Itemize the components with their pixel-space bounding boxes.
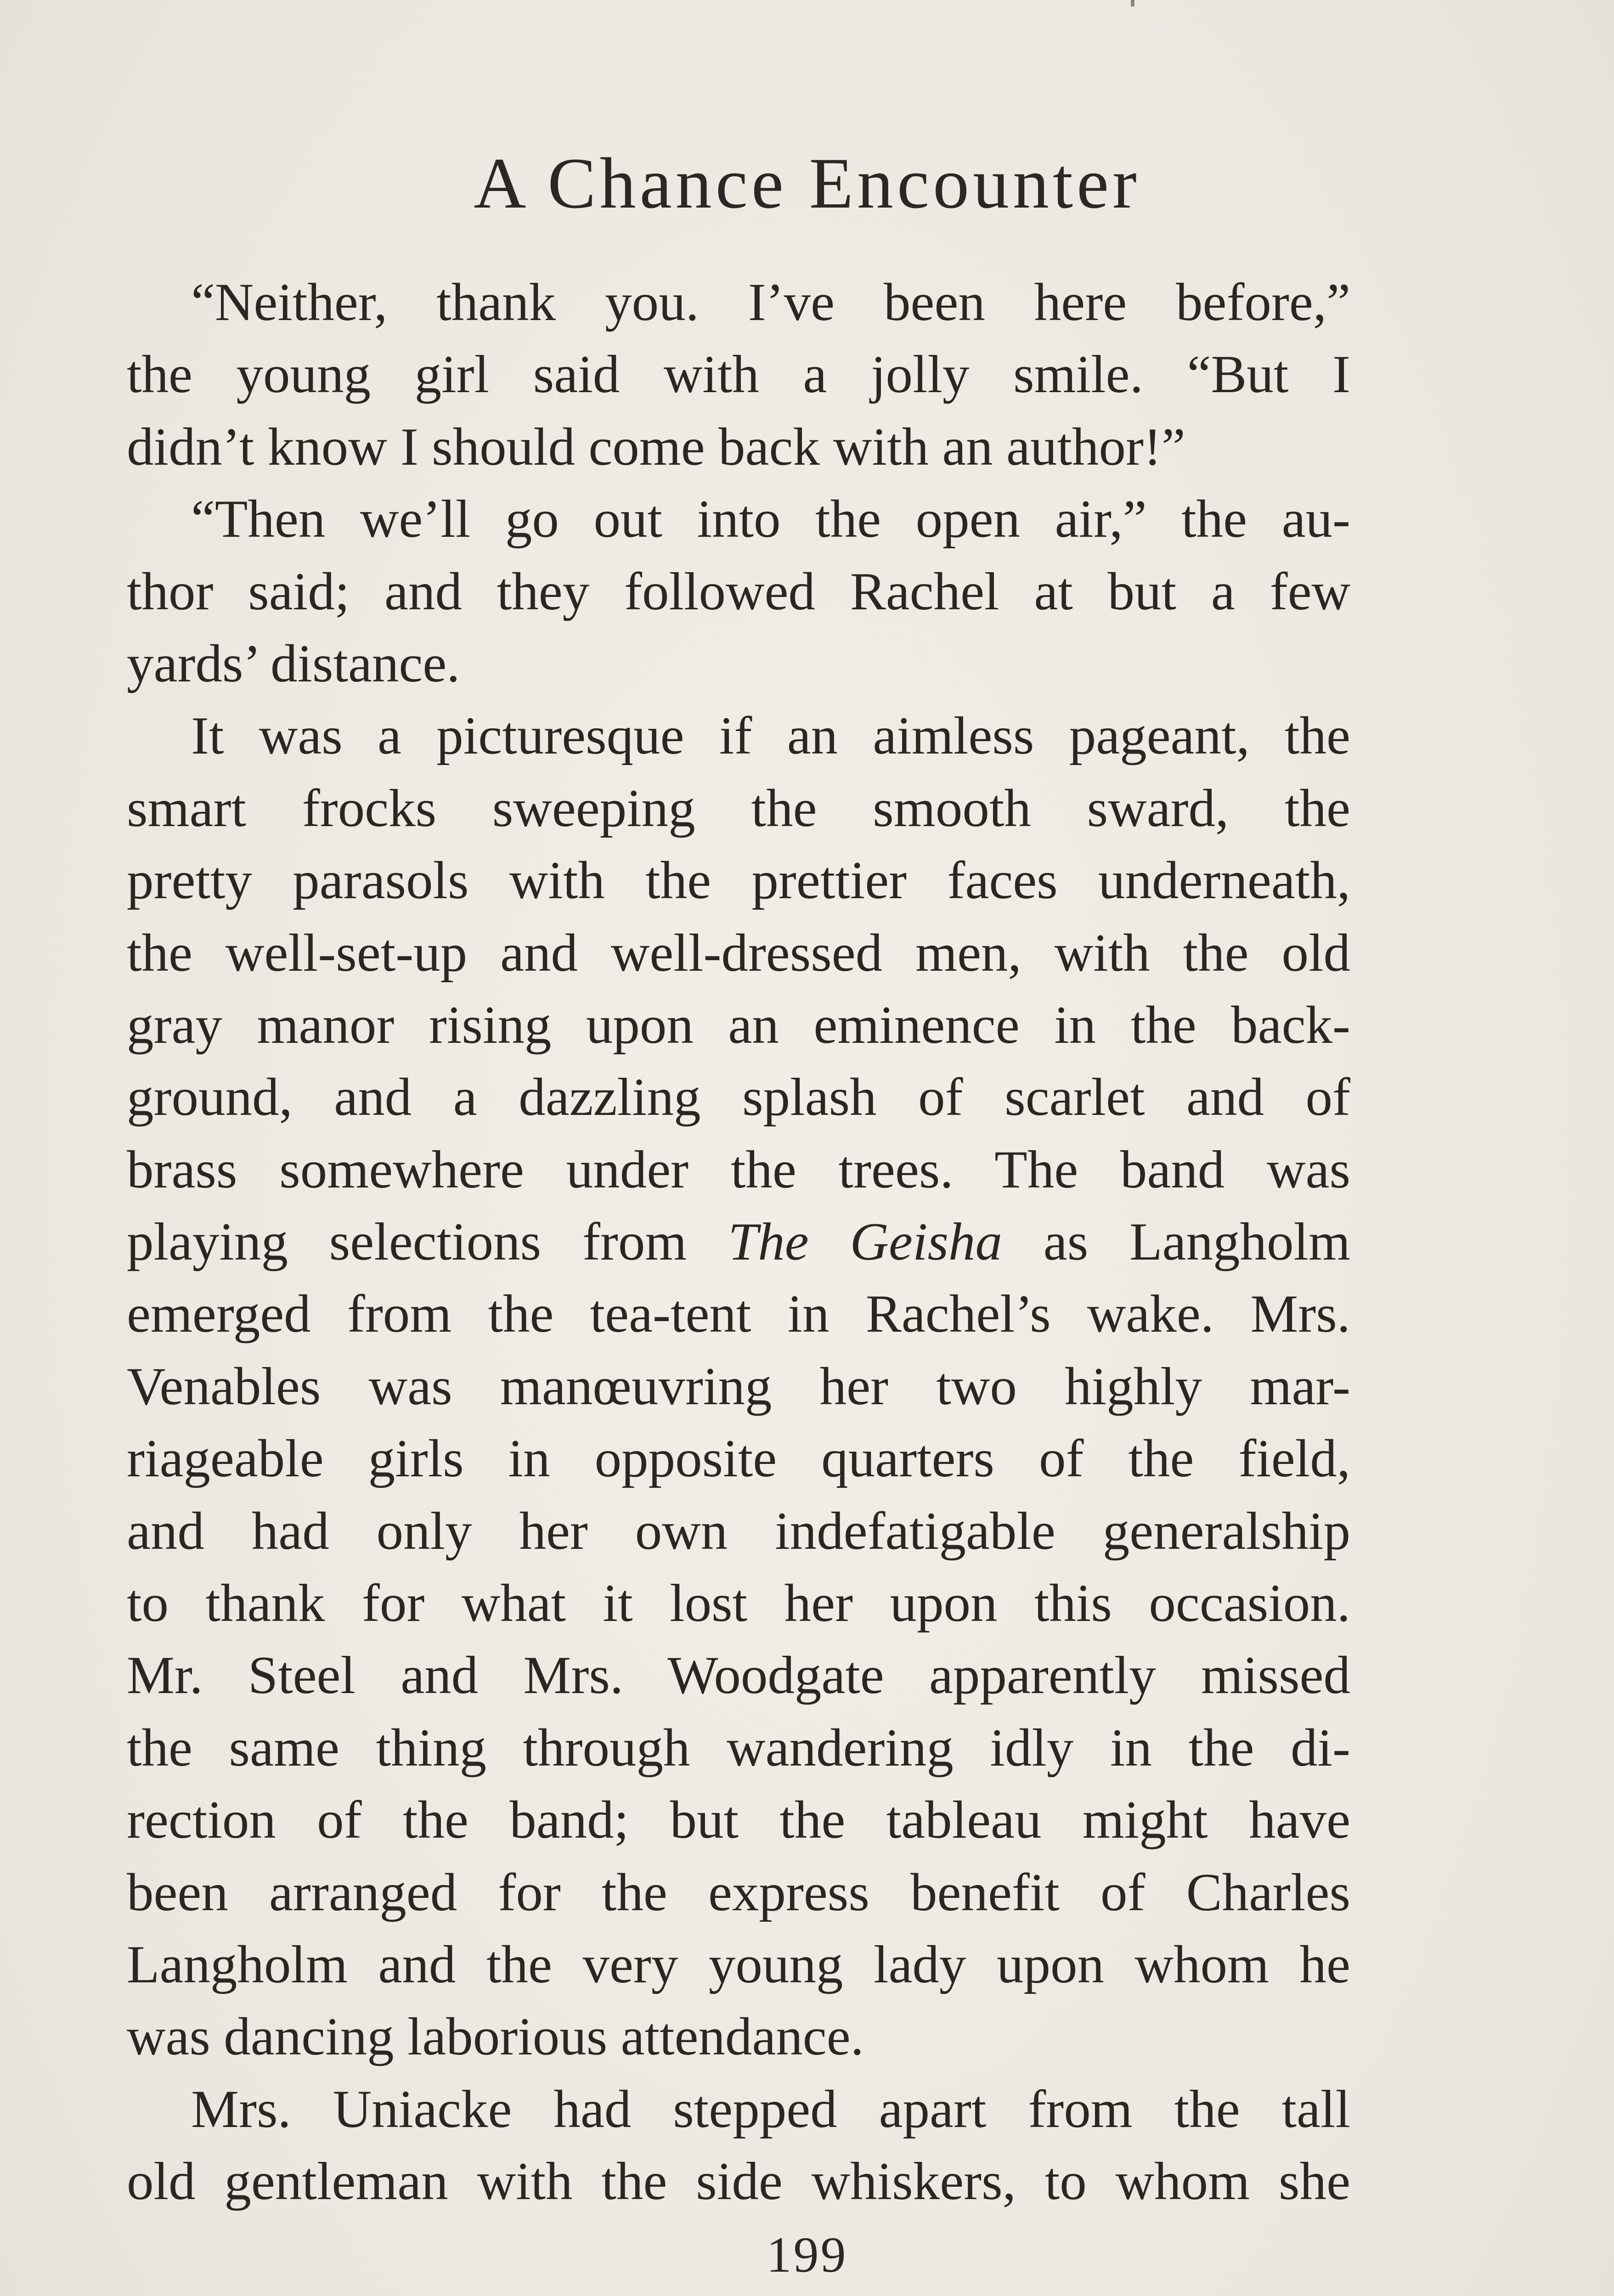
text-segment: as Langholm [1002, 1212, 1350, 1272]
text-segment: playing selections from [127, 1212, 728, 1272]
text-line: Langholm and the very young lady upon whom he [127, 1935, 1350, 1994]
text-line [127, 1206, 1350, 1278]
running-head: A Chance Encounter [474, 143, 1140, 224]
text-line: “Neither, thank you. I’ve been here before,” [191, 273, 1350, 332]
text-line: pretty parasols with the prettier faces underneath, [127, 851, 1350, 911]
page-number: 199 [766, 2227, 848, 2283]
text-line: didn’t know I should come back with an author!” [127, 417, 1185, 477]
text-line: ground, and a dazzling splash of scarlet and of [127, 1068, 1350, 1127]
text-line: was dancing laborious attendance. [127, 2007, 864, 2067]
text-line: Venables was manœuvring her two highly mar- [127, 1356, 1350, 1416]
text-line: thor said; and they followed Rachel at but a few [127, 562, 1350, 621]
text-line: old gentleman with the side whiskers, to whom she [127, 2152, 1350, 2212]
text-line: been arranged for the express benefit of Charles [127, 1863, 1350, 1922]
text-line: brass somewhere under the trees. The band was [127, 1140, 1350, 1199]
text-line: smart frocks sweeping the smooth sward, the [127, 778, 1350, 838]
text-line: It was a picturesque if an aimless pageant, the [191, 706, 1350, 766]
text-line: Mrs. Uniacke had stepped apart from the tall [191, 2079, 1350, 2139]
text-line: to thank for what it lost her upon this occasion. [127, 1574, 1350, 1633]
body-text [127, 266, 1350, 2218]
text-line: Mr. Steel and Mrs. Woodgate apparently missed [127, 1646, 1350, 1705]
text-line: riageable girls in opposite quarters of the field, [127, 1429, 1350, 1489]
text-line: the well-set-up and well-dressed men, with the old [127, 923, 1350, 983]
text-line: gray manor rising upon an eminence in the back- [127, 995, 1350, 1055]
text-line: “Then we’ll go out into the open air,” the au- [191, 490, 1350, 549]
text-line: yards’ distance. [127, 634, 460, 693]
text-line: and had only her own indefatigable generalship [127, 1501, 1350, 1561]
text-line: rection of the band; but the tableau might have [127, 1790, 1350, 1850]
text-line: emerged from the tea-tent in Rachel’s wake. Mrs. [127, 1284, 1350, 1344]
page-edge-mark [1131, 0, 1134, 6]
text-line: the young girl said with a jolly smile. “But I [127, 345, 1350, 405]
text-line: the same thing through wandering idly in the di- [127, 1718, 1350, 1778]
italic-title: The Geisha [728, 1212, 1002, 1272]
